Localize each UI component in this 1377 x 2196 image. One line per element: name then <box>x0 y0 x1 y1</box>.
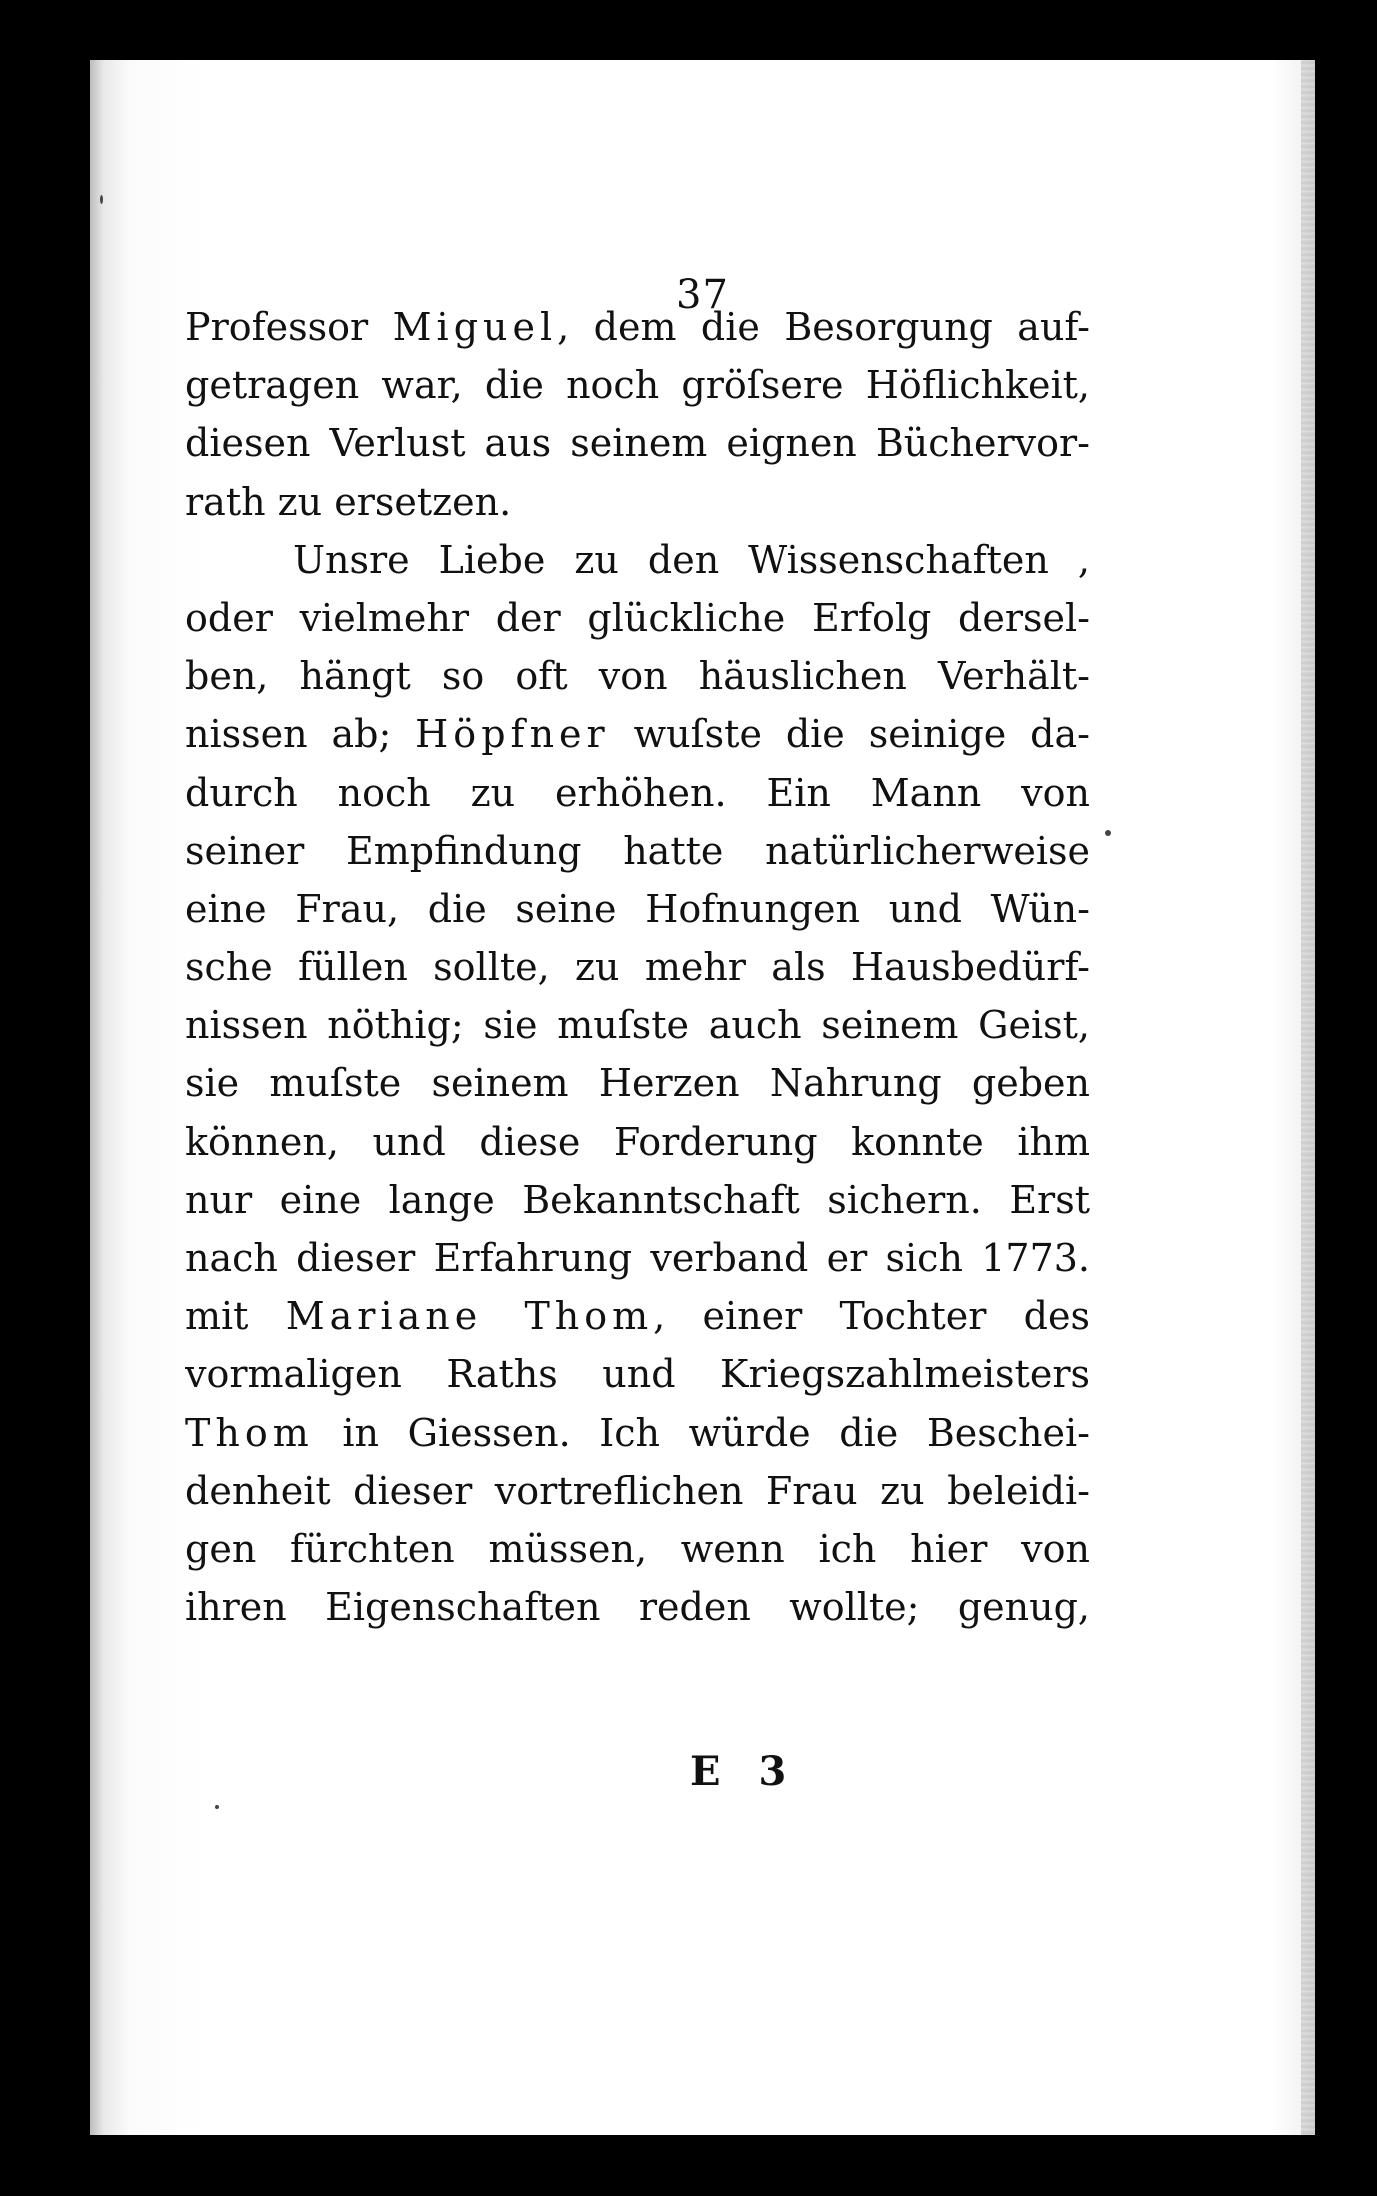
text-line <box>185 298 1090 356</box>
text-line: ihren Eigenschaften reden wollte; genug, <box>185 1585 1090 1630</box>
signature-number: 3 <box>758 1748 787 1795</box>
person-name: Höpfner <box>415 712 610 757</box>
text-line: Unsre Liebe zu den Wissenschaften , <box>293 537 1090 582</box>
text-line: oder vielmehr der glückliche Erfolg dersel- <box>185 595 1090 640</box>
text-run: , dem die Besorgung auf- <box>557 305 1090 349</box>
signature-letter: E <box>690 1748 721 1795</box>
person-name: Thom <box>185 1410 314 1455</box>
text-line <box>185 1404 1090 1462</box>
text-run: nissen ab; <box>185 712 416 757</box>
text-line: sche füllen sollte, zu mehr als Hausbedürf- <box>185 945 1090 990</box>
person-name: Miguel <box>392 305 558 349</box>
text-line <box>185 1287 1090 1345</box>
body-text <box>185 298 1090 1636</box>
text-line: getragen war, die noch gröſsere Höflichkeit, <box>185 363 1090 408</box>
text-line: rath zu ersetzen. <box>185 479 512 524</box>
paper-speck <box>1105 830 1111 836</box>
text-run: Professor <box>185 305 393 349</box>
text-line: nach dieser Erfahrung verband er sich 1773. <box>185 1236 1090 1280</box>
book-page <box>90 60 1315 2135</box>
text-line: eine Frau, die seine Hofnungen und Wün- <box>185 886 1090 931</box>
text-line: können, und diese Forderung konnte ihm <box>185 1119 1090 1164</box>
printer-signature <box>690 1748 786 1795</box>
text-line <box>185 705 1090 763</box>
page-number: 37 <box>676 272 729 318</box>
paper-speck <box>100 195 103 204</box>
text-line: vormaligen Raths und Kriegszahlmeisters <box>185 1352 1090 1397</box>
text-line: sie muſste seinem Herzen Nahrung geben <box>185 1061 1090 1106</box>
text-line: denheit dieser vortreflichen Frau zu beleidi- <box>185 1468 1090 1513</box>
text-run: in Giessen. Ich würde die Beschei- <box>313 1410 1090 1455</box>
page-edge <box>1301 60 1315 2135</box>
text-line: ben, hängt so oft von häuslichen Verhält- <box>185 654 1090 699</box>
text-line: diesen Verlust aus seinem eignen Büchervor- <box>185 421 1090 466</box>
text-run: wuſste die seinige da- <box>609 712 1090 757</box>
paper-speck <box>215 1805 219 1809</box>
text-line: nissen nöthig; sie muſste auch seinem Geist, <box>185 1003 1090 1048</box>
text-line: gen fürchten müssen, wenn ich hier von <box>185 1526 1090 1571</box>
text-line: seiner Empfindung hatte natürlicherweise <box>185 828 1090 873</box>
text-line: nur eine lange Bekanntschaft sichern. Erst <box>185 1177 1090 1222</box>
text-run: , einer Tochter des <box>653 1294 1090 1339</box>
text-line: durch noch zu erhöhen. Ein Mann von <box>185 770 1090 815</box>
text-run: mit <box>185 1294 286 1339</box>
person-name: Mariane Thom <box>285 1294 654 1339</box>
